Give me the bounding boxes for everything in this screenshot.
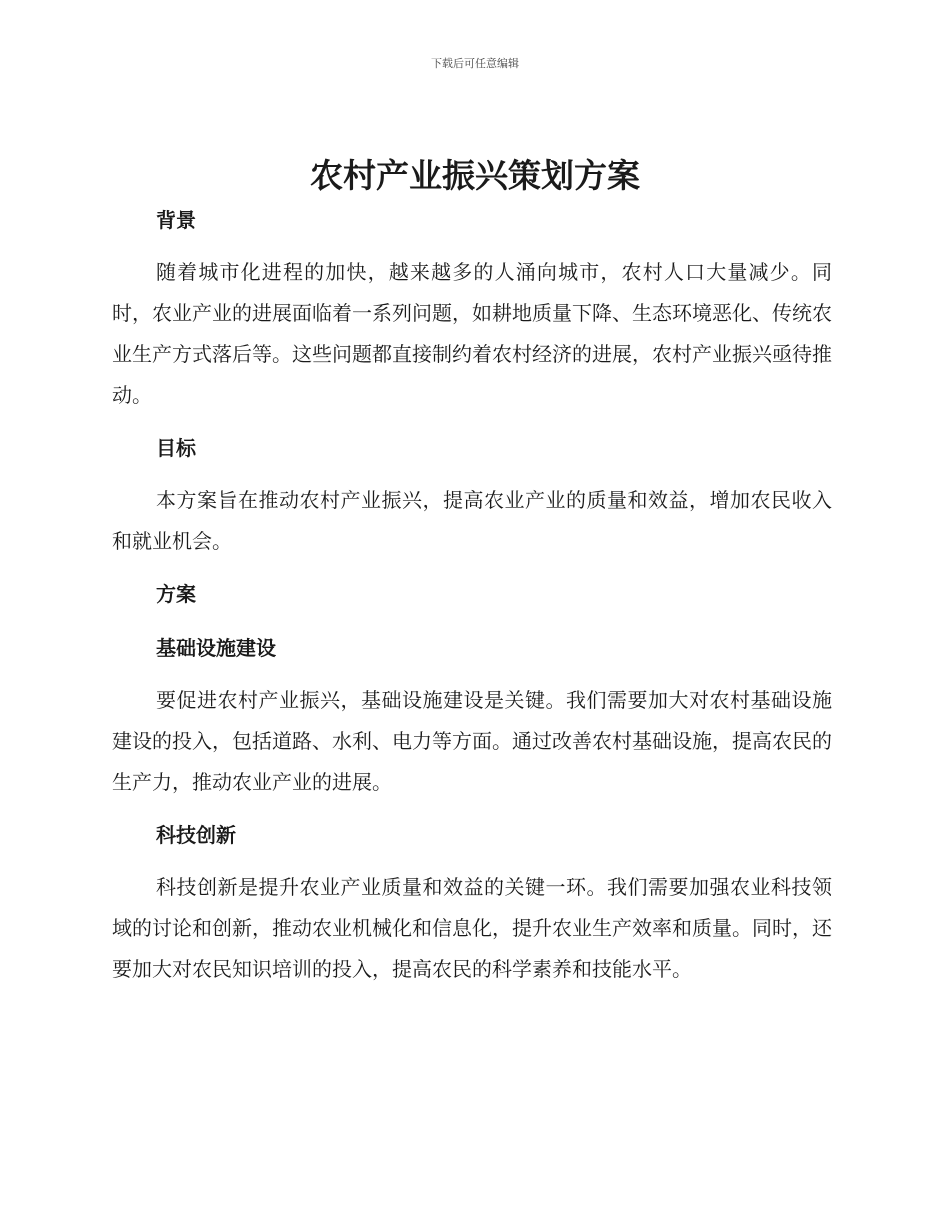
section-text-infrastructure: 要促进农村产业振兴，基础设施建设是关键。我们需要加大对农村基础设施建设的投入，包括道路、水利、电力等方面。通过改善农村基础设施，提高农民的生产力，推动农业产业的进展。: [112, 688, 832, 794]
section-text-background: 随着城市化进程的加快，越来越多的人涌向城市，农村人口大量减少。同时，农业产业的进展面临着一系列问题，如耕地质量下降、生态环境恶化、传统农业生产方式落后等。这些问题都直接制约着农村经济的进展，农村产业振兴亟待推动。: [112, 260, 832, 407]
section-heading-background: 背景: [156, 208, 196, 232]
section-heading-goal: 目标: [156, 436, 196, 460]
header-note: 下载后可任意编辑: [431, 57, 519, 70]
document-title: 农村产业振兴策划方案: [310, 156, 640, 195]
section-text-tech: 科技创新是提升农业产业质量和效益的关键一环。我们需要加强农业科技领域的讨论和创新，推动农业机械化和信息化，提升农业生产效率和质量。同时，还要加大对农民知识培训的投入，提高农民的科学素养和技能水平。: [112, 875, 832, 981]
document-body: [112, 198, 832, 990]
section-text-goal: 本方案旨在推动农村产业振兴，提高农业产业的质量和效益，增加农民收入和就业机会。: [112, 488, 832, 553]
section-heading-infrastructure: 基础设施建设: [156, 636, 276, 660]
section-heading-plan: 方案: [156, 582, 196, 606]
section-heading-tech: 科技创新: [156, 823, 236, 847]
